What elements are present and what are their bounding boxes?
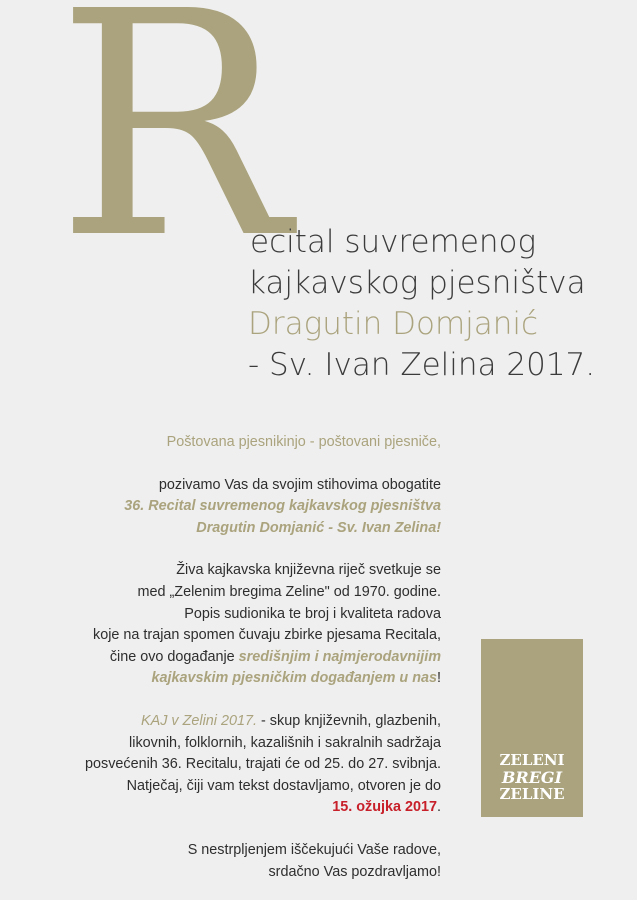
history-emphasis-2: kajkavskim pjesničkim događanjem u nas bbox=[151, 670, 437, 687]
history-line-3: Popis sudionika te broj i kvaliteta radova bbox=[184, 605, 441, 622]
invite-event-name-2: Dragutin Domjanić - Sv. Ivan Zelina! bbox=[196, 519, 441, 536]
title-poet-name: Dragutin Domjanić bbox=[248, 306, 539, 342]
title-line-4: - Sv. Ivan Zelina 2017. bbox=[248, 347, 596, 383]
invite-event-name: 36. Recital suvremenog kajkavskog pjesništva bbox=[124, 498, 441, 515]
invitation-letter bbox=[21, 432, 441, 883]
deadline-date: 15. ožujka 2017 bbox=[332, 799, 437, 816]
closing bbox=[21, 840, 441, 883]
history-emphasis-1: središnjim i najmjerodavnijim bbox=[238, 648, 441, 665]
event-line-2: likovnih, folklornih, kazališnih i sakralnih sadržaja bbox=[129, 734, 441, 751]
paragraph-history bbox=[21, 560, 441, 690]
event-line-1: - skup književnih, glazbenih, bbox=[257, 712, 441, 729]
drop-cap-r: R bbox=[56, 0, 290, 307]
event-line-3: posvećenih 36. Recitalu, trajati će od 25. do 27. svibnja. bbox=[85, 756, 441, 773]
event-title bbox=[248, 222, 595, 386]
invite-line-1: pozivamo Vas da svojim stihovima obogatite bbox=[158, 476, 441, 493]
event-line-5-end: . bbox=[437, 799, 441, 816]
title-line-2: kajkavskog pjesništva bbox=[248, 265, 586, 301]
logo-line-2: BREGI bbox=[501, 768, 563, 787]
closing-line-1: S nestrpljenjem iščekujući Vaše radove, bbox=[187, 841, 441, 858]
closing-line-2: srdačno Vas pozdravljamo! bbox=[268, 863, 441, 880]
history-line-1: Živa kajkavska književna riječ svetkuje se bbox=[176, 562, 441, 579]
history-line-6-end: ! bbox=[437, 670, 441, 687]
greeting: Poštovana pjesnikinjo - poštovani pjesniče, bbox=[166, 434, 441, 450]
logo-text bbox=[481, 752, 583, 803]
event-line-4: Natječaj, čiji vam tekst dostavljamo, otvoren je do bbox=[126, 777, 441, 794]
history-line-4: koje na trajan spomen čuvaju zbirke pjesama Recitala, bbox=[93, 627, 441, 644]
logo-line-1: ZELENI bbox=[499, 751, 565, 769]
zeleni-bregi-logo bbox=[481, 639, 583, 817]
history-line-2: med „Zelenim bregima Zeline" od 1970. godine. bbox=[137, 583, 441, 600]
history-line-5: čine ovo događanje bbox=[109, 648, 239, 665]
logo-line-3: ZELINE bbox=[499, 785, 565, 803]
title-line-1: ecital suvremenog bbox=[250, 224, 537, 260]
paragraph-event bbox=[21, 711, 441, 819]
paragraph-invite bbox=[21, 475, 441, 540]
event-name-kaj: KAJ v Zelini 2017. bbox=[141, 712, 258, 729]
